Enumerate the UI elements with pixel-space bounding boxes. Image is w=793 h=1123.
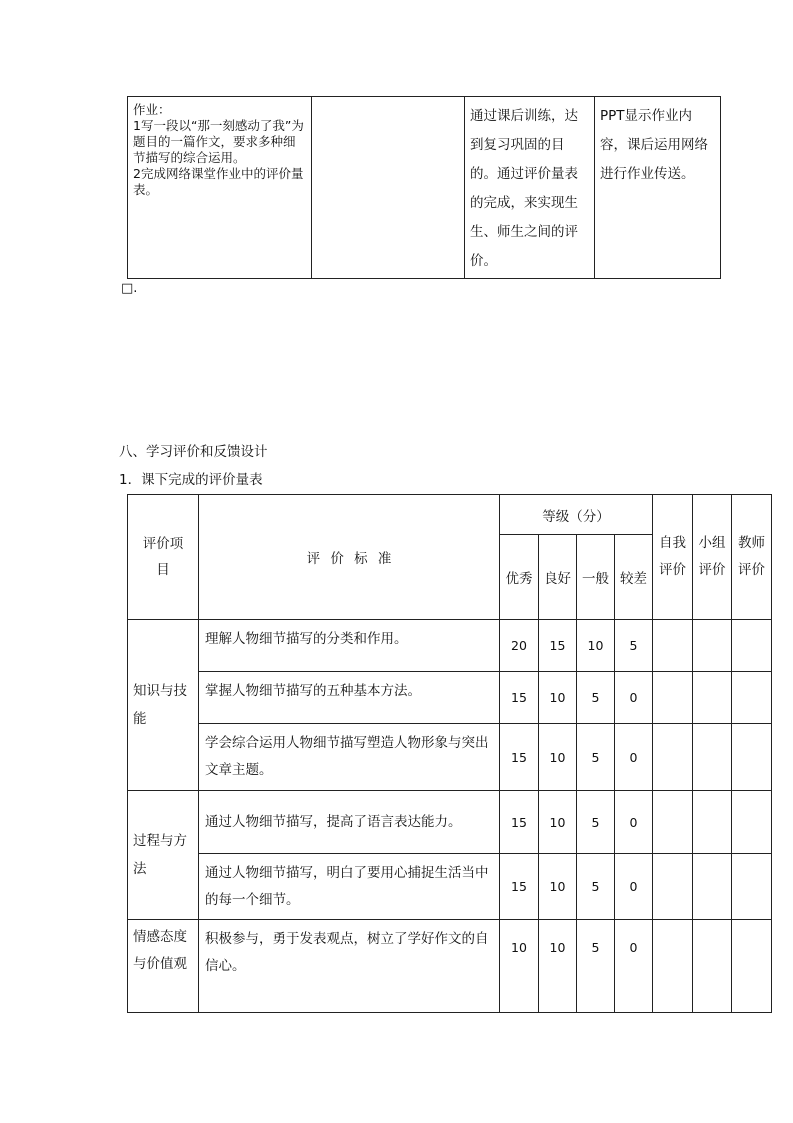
category-process (128, 791, 199, 920)
category-label: 情感态度与价值观 (133, 929, 187, 972)
criterion: 通过人物细节描写，明白了要用心捕捉生活当中的每一个细节。 (199, 854, 500, 920)
teacher-eval-cell[interactable] (732, 791, 772, 854)
header-row (128, 495, 772, 535)
design-intent-cell: 通过课后训练，达到复习巩固的目的。通过评价量表的完成，来实现生生、师生之间的评价。 (465, 97, 595, 279)
criterion: 学会综合运用人物细节描写塑造人物形象与突出文章主题。 (199, 724, 500, 791)
score-cell: 0 (615, 791, 653, 854)
header-item: 评价项目 (128, 495, 199, 620)
self-eval-cell[interactable] (653, 854, 693, 920)
score-cell: 10 (577, 620, 615, 672)
score-cell: 5 (615, 620, 653, 672)
self-eval-cell[interactable] (653, 920, 693, 1013)
grade-good: 良好 (539, 535, 577, 620)
group-eval-cell[interactable] (693, 724, 732, 791)
teacher-eval-cell[interactable] (732, 672, 772, 724)
group-eval-cell[interactable] (693, 791, 732, 854)
score-cell: 0 (615, 724, 653, 791)
score-cell: 5 (577, 724, 615, 791)
score-cell: 15 (500, 854, 539, 920)
assignment-title: 作业： (133, 102, 171, 117)
score-cell: 15 (500, 791, 539, 854)
score-cell: 5 (577, 920, 615, 1013)
score-cell: 10 (539, 920, 577, 1013)
group-eval-cell[interactable] (693, 620, 732, 672)
group-eval-cell[interactable] (693, 672, 732, 724)
teacher-eval-cell[interactable] (732, 920, 772, 1013)
criterion: 积极参与，勇于发表观点，树立了学好作文的自信心。 (199, 920, 500, 1013)
table-row (128, 920, 772, 1013)
section-heading: 八、学习评价和反馈设计 (119, 444, 268, 460)
table-row (128, 791, 772, 854)
teaching-activity-cell (312, 97, 465, 279)
score-cell: 20 (500, 620, 539, 672)
score-cell: 10 (539, 672, 577, 724)
grade-poor: 较差 (615, 535, 653, 620)
header-group: 小组评价 (693, 495, 732, 620)
header-criteria: 评 价 标 准 (199, 495, 500, 620)
criterion: 掌握人物细节描写的五种基本方法。 (199, 672, 500, 724)
category-label: 知识与技能 (133, 683, 187, 727)
header-teacher: 教师评价 (732, 495, 772, 620)
score-cell: 10 (539, 854, 577, 920)
table-row (128, 854, 772, 920)
assignment-item-1: 1写一段以“那一刻感动了我”为题目的一篇作文，要求多种细节描写的综合运用。 (133, 118, 304, 165)
header-grade-group: 等级（分） (500, 495, 653, 535)
score-cell: 15 (500, 672, 539, 724)
evaluation-table (127, 494, 772, 1013)
teacher-eval-cell[interactable] (732, 724, 772, 791)
table-row (128, 672, 772, 724)
assignment-cell (128, 97, 312, 279)
criterion: 通过人物细节描写，提高了语言表达能力。 (199, 791, 500, 854)
assignment-item-2: 2完成网络课堂作业中的评价量表。 (133, 166, 304, 197)
table-row (128, 620, 772, 672)
score-cell: 0 (615, 672, 653, 724)
self-eval-cell[interactable] (653, 672, 693, 724)
grade-average: 一般 (577, 535, 615, 620)
category-knowledge (128, 620, 199, 791)
score-cell: 10 (500, 920, 539, 1013)
self-eval-cell[interactable] (653, 791, 693, 854)
paragraph-mark: □. (121, 281, 138, 296)
grade-excellent: 优秀 (500, 535, 539, 620)
score-cell: 5 (577, 854, 615, 920)
sub-heading: 1．课下完成的评价量表 (119, 472, 263, 488)
table-row (128, 724, 772, 791)
score-cell: 0 (615, 920, 653, 1013)
self-eval-cell[interactable] (653, 724, 693, 791)
self-eval-cell[interactable] (653, 620, 693, 672)
category-emotion (128, 920, 199, 1013)
score-cell: 0 (615, 854, 653, 920)
group-eval-cell[interactable] (693, 854, 732, 920)
category-label: 过程与方法 (133, 833, 187, 877)
score-cell: 15 (500, 724, 539, 791)
lesson-plan-table (127, 96, 721, 279)
media-use-cell: PPT显示作业内容，课后运用网络进行作业传送。 (595, 97, 721, 279)
group-eval-cell[interactable] (693, 920, 732, 1013)
teacher-eval-cell[interactable] (732, 854, 772, 920)
table-row (128, 97, 721, 279)
criterion: 理解人物细节描写的分类和作用。 (199, 620, 500, 672)
score-cell: 5 (577, 672, 615, 724)
teacher-eval-cell[interactable] (732, 620, 772, 672)
score-cell: 10 (539, 724, 577, 791)
score-cell: 5 (577, 791, 615, 854)
score-cell: 15 (539, 620, 577, 672)
score-cell: 10 (539, 791, 577, 854)
header-self: 自我评价 (653, 495, 693, 620)
